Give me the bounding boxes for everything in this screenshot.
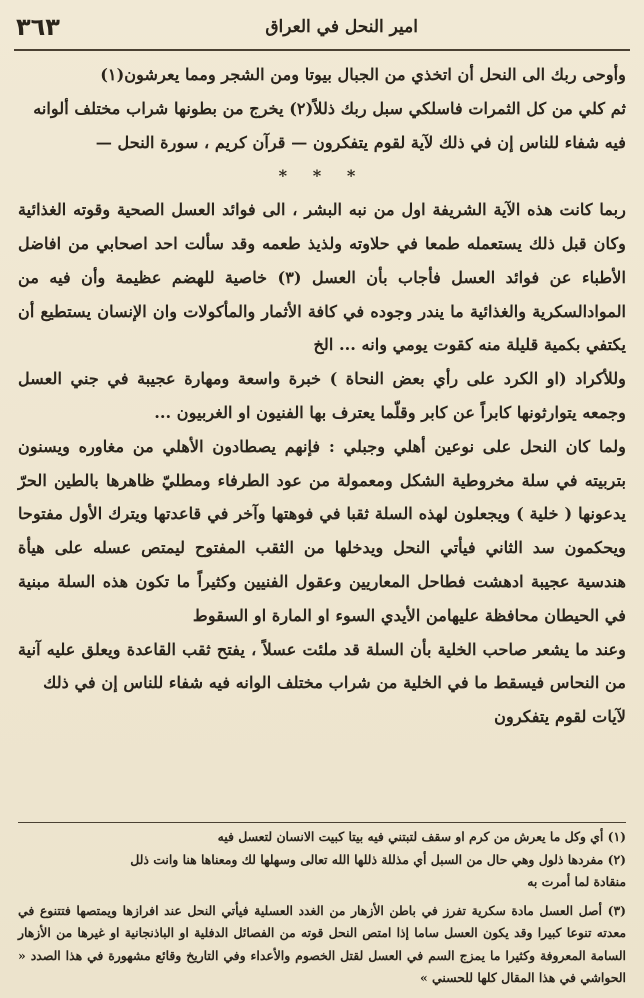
footnotes — [18, 826, 626, 990]
paragraph-1: ربما كانت هذه الآية الشريفة اول من نبه البشر ، الى فوائد العسل الصحية وقوته الغذائية وكان قبل ذلك يستعمله طمعا في حلاوته ولذيذ طعمه وقد سألت احد اصحابي من افاضل الأطباء عن فوائد العسل فأجاب بأن العسل (٣) خاصية للهضم عظيمة وأن فيه من الموادالسكرية والغذائية ما يندر وجوده في كافة الأثمار والمأكولات وان الإنسان يستطيع أن يكتفي بكمية قليلة منه كقوت يومي وانه ... الخ — [18, 200, 627, 355]
paragraph-4: وعند ما يشعر صاحب الخلية بأن السلة قد ملئت عسلاً ، يفتح ثقب القاعدة ويعلق عليه آنية من النحاس فيسقط ما في الخلية من شراب مختلف الوانه فيه شفاء للناس إن في ذلك — [18, 639, 626, 693]
footnote-2-continuation: منقادة لما أمرت به — [527, 874, 626, 889]
footnote-3: (٣) أصل العسل مادة سكرية تفرز في باطن الأزهار من الغدد العسلية فيأتي النحل عند افرازها ويمتصها فتتنوع في معدته تنوعا كبيرا وقد يكون العسل ساما إذا امتص النحل قوته من الفصائل الدفلية او الباذنجانية او غيرها من الأزهار السامة المعروفة وكثيرا ما يمزج السم في العسل لقتل الخصوم والأعداء وفي التاريخ وقائع مشهورة في هذا الصدد « الحواشي في هذا المقال كلها للحسني » — [18, 902, 626, 985]
footnote-2: (٢) مفردها ذلول وهي حال من السبل أي مذللة ذللها الله تعالى وسهلها لك ومعناها هنا وانت ذلل — [130, 851, 626, 867]
section-separator: * * * — [278, 166, 366, 186]
verse-line-2: ثم كلي من كل الثمرات فاسلكي سبل ربك ذللاً(٢) يخرج من بطونها شراب مختلف ألوانه — [33, 98, 626, 118]
footnote-1: (١) أي وكل ما يعرش من كرم او سقف لتبتني فيه بيتا كبيت الانسان لتعسل فيه — [217, 829, 626, 844]
page-number: ٣٦٣ — [16, 13, 60, 41]
verse-line-1: وأوحى ربك الى النحل أن اتخذي من الجبال بيوتا ومن الشجر ومما يعرشون(١) — [100, 65, 626, 84]
paragraph-3: ولما كان النحل على نوعين أهلي وجبلي : فإنهم يصطادون الأهلي من مغاوره ويسنون بتربيته في سلة مخروطية الشكل ومعمولة من عود الطرفاء ومطليّ ظاهرها بالطين الحرّ يدعونها ( خلية ) ويجعلون لهذه السلة ثقبا في فوهتها وآخر في قاعدتها ويترك الأول مفتوحا ويحكمون سد الثاني فيأتي النحل ويدخلها من الثقب المفتوح ليمتص عسله على هيأة هندسية عجيبة ادهشت فطاحل المعاريين وعقول الفنيين وكثيراً ما تكون هذه السلة مبنية في الحيطان محافظة عليهامن الأيدي السوء او المارة او السقوط — [18, 436, 626, 625]
verse-line-3: فيه شفاء للناس إن في ذلك لآية لقوم يتفكرون — قرآن كريم ، سورة النحل — — [95, 132, 626, 152]
header-rule — [14, 49, 630, 51]
paragraph-2: وللأكراد (او الكرد على رأي بعض النحاة ) خبرة واسعة ومهارة عجيبة في جني العسل وجمعه يتوارثونها كابراً عن كابر وقلّما يعترف بها الفنيون او الغربيون ... — [18, 369, 626, 422]
page-header — [16, 6, 628, 48]
running-title: امير النحل في العراق — [265, 17, 418, 37]
main-text — [18, 58, 626, 734]
footnote-separator — [18, 822, 626, 823]
paragraph-4-last-line: لآيات لقوم يتفكرون — [494, 707, 626, 727]
